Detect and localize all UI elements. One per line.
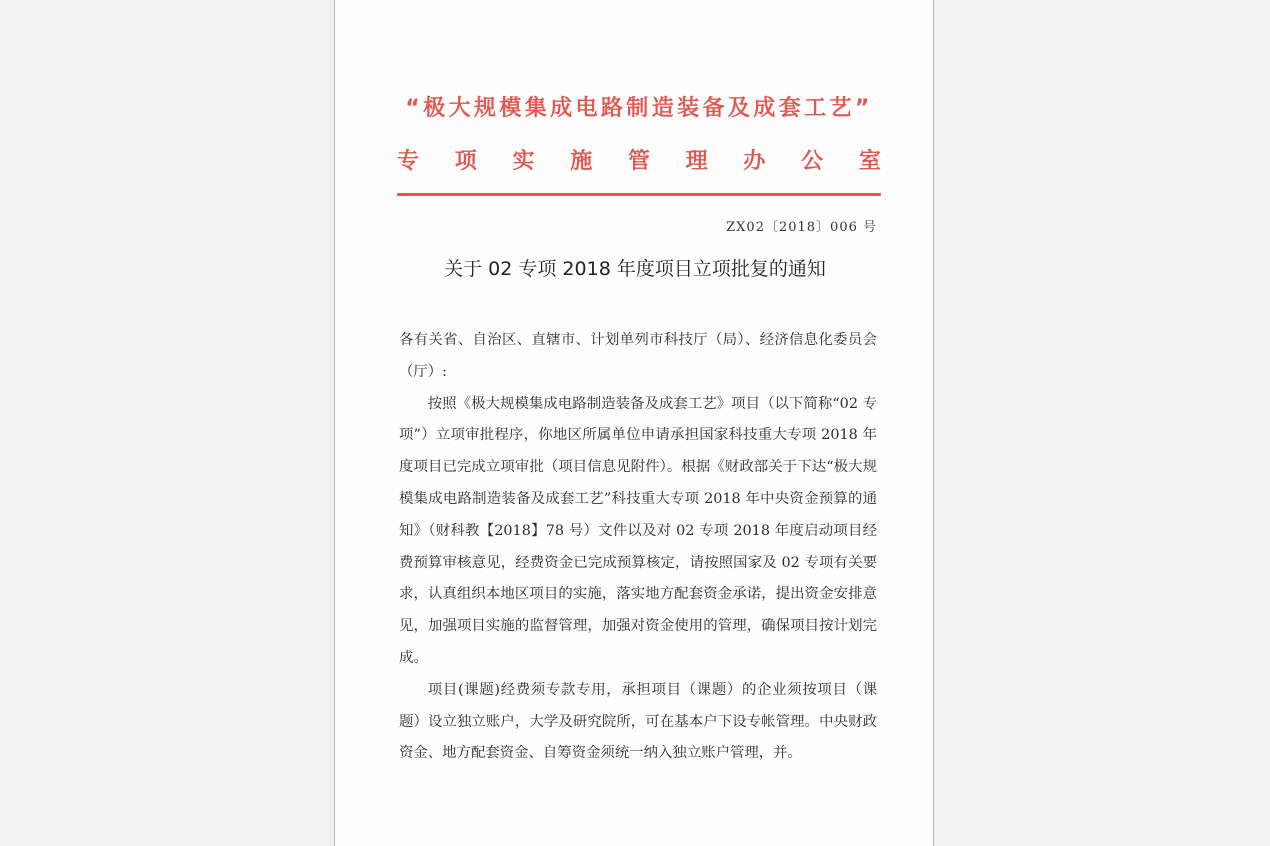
letterhead-char: 实 [512, 149, 535, 174]
letterhead-char: 专 [397, 149, 420, 174]
letterhead-char: 理 [685, 149, 708, 174]
document-page [334, 0, 934, 846]
body-paragraph: 项目(课题)经费须专款专用，承担项目（课题）的企业须按项目（课题）设立独立账户，大学及研究院所，可在基本户下设专帐管理。中央财政资金、地方配套资金、自筹资金须统一纳入独立账户管理，并。 [399, 681, 877, 762]
letterhead-red-divider [397, 193, 881, 196]
letterhead-char: 室 [858, 149, 881, 174]
body-paragraph: 按照《极大规模集成电路制造装备及成套工艺》项目（以下简称“02 专项”）立项审批程序，你地区所属单位申请承担国家科技重大专项 2018 年度项目已完成立项审批（项目信息见附件）。根据《财政部关于下达“极大规模集成电路制造装备及成套工艺”科技重大专项 2018 年中央资金预算的通知》（财科教【2018】78 号）文件以及对 02 专项 2018 年度启动项目经费预算审核意见，经费资金已完成预算核定，请按照国家及 02 专项有关要求，认真组织本地区项目的实施，落实地方配套资金承诺，提出资金安排意见，加强项目实施的监督管理，加强对资金使用的管理，确保项目按计划完成。 [399, 395, 877, 666]
letterhead-office-name [397, 144, 881, 175]
document-number: ZX02〔2018〕006 号 [726, 220, 877, 235]
salutation: 各有关省、自治区、直辖市、计划单列市科技厅（局）、经济信息化委员会（厅）: [399, 332, 877, 380]
letterhead-program-name: “极大规模集成电路制造装备及成套工艺” [405, 96, 873, 121]
letterhead-char: 管 [627, 149, 650, 174]
letterhead-char: 公 [801, 149, 824, 174]
letterhead-char: 施 [570, 149, 593, 174]
letterhead-char: 办 [743, 149, 766, 174]
letterhead-char: 项 [454, 149, 477, 174]
document-title: 关于 02 专项 2018 年度项目立项批复的通知 [444, 258, 826, 280]
document-body [399, 325, 877, 770]
